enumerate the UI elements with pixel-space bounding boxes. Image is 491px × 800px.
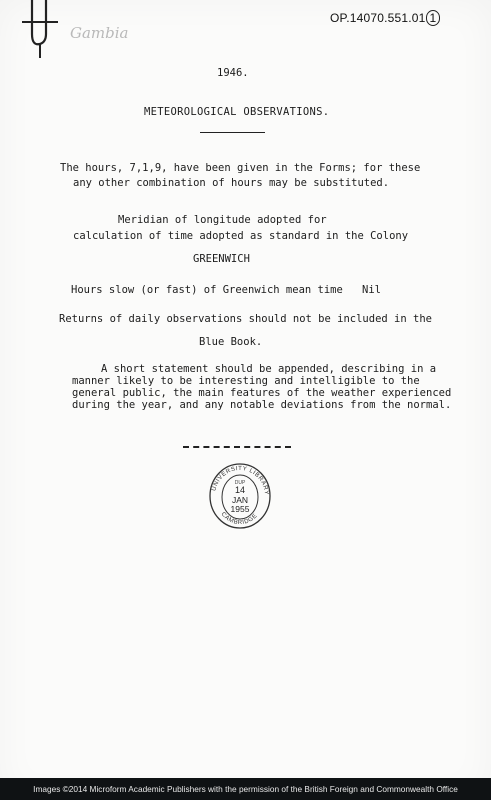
copyright-text: Images ©2014 Microform Academic Publishers with the permission of the British Foreign and Commonwealth Office: [33, 784, 458, 794]
meridian-line-2: calculation of time adopted as standard in the Colony: [73, 230, 409, 242]
meridian-line-1: Meridian of longitude adopted for: [118, 214, 327, 226]
reference-circled: 1: [426, 10, 441, 26]
stamp-year: 1955: [230, 504, 250, 514]
stamp-top-text: UNIVERSITY LIBRARY: [211, 465, 270, 496]
stamp-bottom-text: CAMBRIDGE: [219, 511, 259, 527]
reference-code: OP.14070.551.01: [330, 11, 426, 25]
hours-paragraph-line-1: The hours, 7,1,9, have been given in the Forms; for these: [60, 162, 421, 174]
stamp-month: JAN: [231, 495, 249, 505]
hours-paragraph-line-2: any other combination of hours may be substituted.: [73, 177, 390, 189]
statement-line-3: general public, the main features of the weather experienced: [72, 387, 452, 399]
closing-rule: [183, 446, 291, 448]
returns-line-2: Blue Book.: [199, 336, 263, 348]
stamp-day: 14: [234, 485, 246, 495]
hours-label: Hours slow (or fast) of Greenwich mean time: [71, 284, 343, 296]
library-stamp: [205, 460, 275, 532]
title-rule: [200, 132, 265, 133]
standard-meridian: GREENWICH: [193, 253, 250, 265]
statement-line-4: during the year, and any notable deviations from the normal.: [72, 399, 452, 411]
copyright-footer: [0, 778, 491, 800]
stamp-mark: DUP: [234, 480, 246, 486]
handwritten-mark-icon: [10, 0, 60, 60]
document-title: METEOROLOGICAL OBSERVATIONS.: [144, 106, 330, 118]
returns-line-1: Returns of daily observations should not be included in the: [59, 313, 432, 325]
hours-value: Nil: [362, 284, 381, 296]
reference-number: [330, 10, 440, 26]
marginal-note: Gambia: [70, 24, 129, 42]
statement-line-1: A short statement should be appended, describing in a: [101, 363, 437, 375]
statement-line-2: manner likely to be interesting and intelligible to the: [72, 375, 420, 387]
document-year: 1946.: [217, 67, 249, 79]
